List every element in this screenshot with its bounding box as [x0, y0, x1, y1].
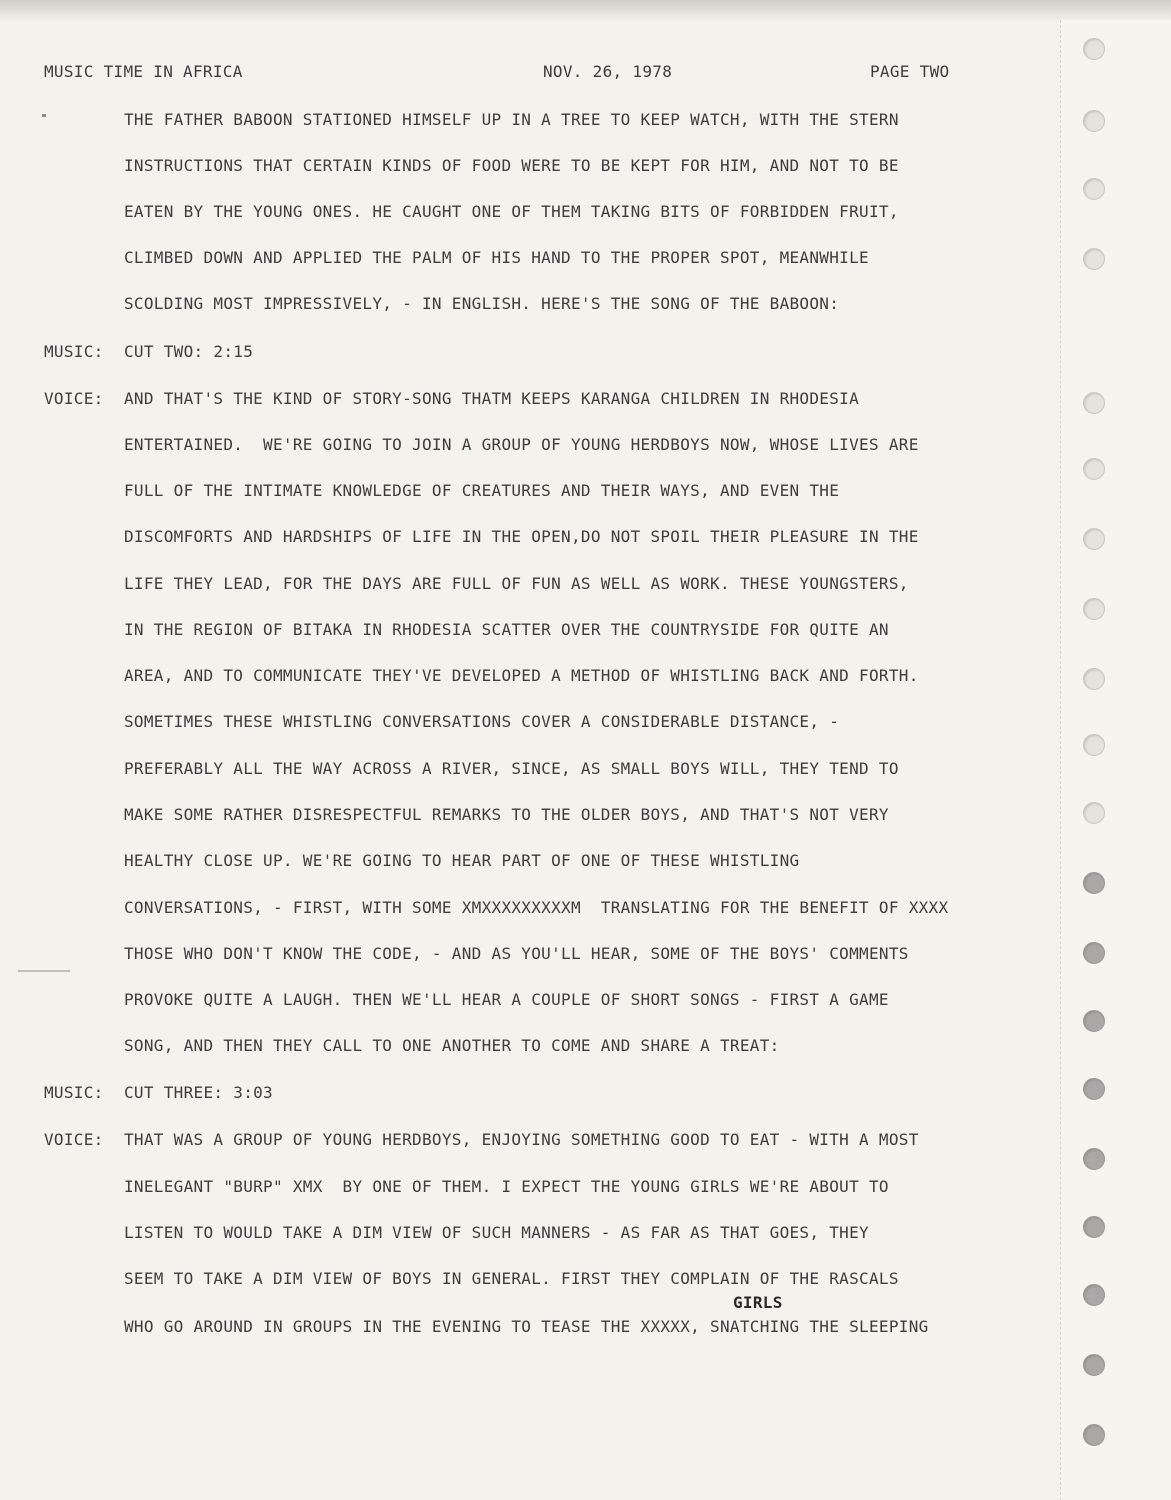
voice-line: MAKE SOME RATHER DISRESPECTFUL REMARKS TO THE OLDER BOYS, AND THAT'S NOT VERY	[124, 805, 889, 824]
cue-label: MUSIC:	[44, 342, 104, 361]
voice-line: AREA, AND TO COMMUNICATE THEY'VE DEVELOPED A METHOD OF WHISTLING BACK AND FORTH.	[124, 666, 919, 685]
voice-line: INELEGANT "BURP" XMX BY ONE OF THEM. I EXPECT THE YOUNG GIRLS WE'RE ABOUT TO	[124, 1177, 889, 1196]
feed-hole-icon	[1083, 1010, 1105, 1032]
paragraph-line: INSTRUCTIONS THAT CERTAIN KINDS OF FOOD WERE TO BE KEPT FOR HIM, AND NOT TO BE	[124, 156, 899, 175]
feed-hole-icon	[1083, 668, 1105, 690]
voice-line: LISTEN TO WOULD TAKE A DIM VIEW OF SUCH MANNERS - AS FAR AS THAT GOES, THEY	[124, 1223, 869, 1242]
paragraph-line: EATEN BY THE YOUNG ONES. HE CAUGHT ONE OF THEM TAKING BITS OF FORBIDDEN FRUIT,	[124, 202, 899, 221]
paragraph-line: THE FATHER BABOON STATIONED HIMSELF UP IN A TREE TO KEEP WATCH, WITH THE STERN	[124, 110, 899, 129]
voice-line: THOSE WHO DON'T KNOW THE CODE, - AND AS YOU'LL HEAR, SOME OF THE BOYS' COMMENTS	[124, 944, 909, 963]
voice-line: PROVOKE QUITE A LAUGH. THEN WE'LL HEAR A COUPLE OF SHORT SONGS - FIRST A GAME	[124, 990, 889, 1009]
voice-line: SOMETIMES THESE WHISTLING CONVERSATIONS COVER A CONSIDERABLE DISTANCE, -	[124, 712, 840, 731]
voice-line: SONG, AND THEN THEY CALL TO ONE ANOTHER TO COME AND SHARE A TREAT:	[124, 1036, 780, 1055]
voice-label: VOICE:	[44, 389, 104, 408]
voice-line: AND THAT'S THE KIND OF STORY-SONG THATM KEEPS KARANGA CHILDREN IN RHODESIA	[124, 389, 860, 408]
header-page: PAGE TWO	[870, 62, 950, 81]
feed-hole-icon	[1083, 1424, 1105, 1446]
cue-text: CUT TWO: 2:15	[124, 342, 254, 361]
voice-label: VOICE:	[44, 1130, 104, 1149]
voice-line: FULL OF THE INTIMATE KNOWLEDGE OF CREATURES AND THEIR WAYS, AND EVEN THE	[124, 481, 840, 500]
feed-hole-icon	[1083, 178, 1105, 200]
feed-hole-icon	[1083, 1354, 1105, 1376]
feed-hole-icon	[1083, 1148, 1105, 1170]
voice-line: HEALTHY CLOSE UP. WE'RE GOING TO HEAR PART OF ONE OF THESE WHISTLING	[124, 851, 800, 870]
header-program: MUSIC TIME IN AFRICA	[44, 62, 243, 81]
paragraph-line: SCOLDING MOST IMPRESSIVELY, - IN ENGLISH. HERE'S THE SONG OF THE BABOON:	[124, 294, 840, 313]
paragraph-line: CLIMBED DOWN AND APPLIED THE PALM OF HIS HAND TO THE PROPER SPOT, MEANWHILE	[124, 248, 869, 267]
voice-line: LIFE THEY LEAD, FOR THE DAYS ARE FULL OF FUN AS WELL AS WORK. THESE YOUNGSTERS,	[124, 574, 909, 593]
stray-mark	[42, 114, 46, 117]
feed-hole-icon	[1083, 392, 1105, 414]
torn-top-edge	[0, 0, 1171, 22]
header-date: NOV. 26, 1978	[543, 62, 673, 81]
voice-line: ENTERTAINED. WE'RE GOING TO JOIN A GROUP OF YOUNG HERDBOYS NOW, WHOSE LIVES ARE	[124, 435, 919, 454]
voice-line: CONVERSATIONS, - FIRST, WITH SOME XMXXXXXXXXXM TRANSLATING FOR THE BENEFIT OF XXXX	[124, 898, 949, 917]
feed-hole-icon	[1083, 802, 1105, 824]
feed-hole-icon	[1083, 942, 1105, 964]
feed-hole-icon	[1083, 734, 1105, 756]
voice-line: DISCOMFORTS AND HARDSHIPS OF LIFE IN THE OPEN,DO NOT SPOIL THEIR PLEASURE IN THE	[124, 527, 919, 546]
interlinear-correction: GIRLS	[733, 1293, 783, 1312]
feed-hole-icon	[1083, 1078, 1105, 1100]
feed-hole-icon	[1083, 872, 1105, 894]
feed-hole-icon	[1083, 1284, 1105, 1306]
voice-line: WHO GO AROUND IN GROUPS IN THE EVENING TO TEASE THE XXXXX, SNATCHING THE SLEEPING	[124, 1317, 929, 1336]
cue-text: CUT THREE: 3:03	[124, 1083, 273, 1102]
feed-hole-icon	[1083, 248, 1105, 270]
tractor-feed-strip	[1060, 20, 1171, 1500]
feed-hole-icon	[1083, 458, 1105, 480]
feed-hole-icon	[1083, 1216, 1105, 1238]
feed-hole-icon	[1083, 598, 1105, 620]
voice-line: SEEM TO TAKE A DIM VIEW OF BOYS IN GENERAL. FIRST THEY COMPLAIN OF THE RASCALS	[124, 1269, 899, 1288]
cue-label: MUSIC:	[44, 1083, 104, 1102]
voice-line: THAT WAS A GROUP OF YOUNG HERDBOYS, ENJOYING SOMETHING GOOD TO EAT - WITH A MOST	[124, 1130, 919, 1149]
feed-hole-icon	[1083, 110, 1105, 132]
margin-dash	[18, 970, 70, 972]
feed-hole-icon	[1083, 528, 1105, 550]
voice-line: IN THE REGION OF BITAKA IN RHODESIA SCATTER OVER THE COUNTRYSIDE FOR QUITE AN	[124, 620, 889, 639]
feed-hole-icon	[1083, 38, 1105, 60]
voice-line: PREFERABLY ALL THE WAY ACROSS A RIVER, SINCE, AS SMALL BOYS WILL, THEY TEND TO	[124, 759, 899, 778]
